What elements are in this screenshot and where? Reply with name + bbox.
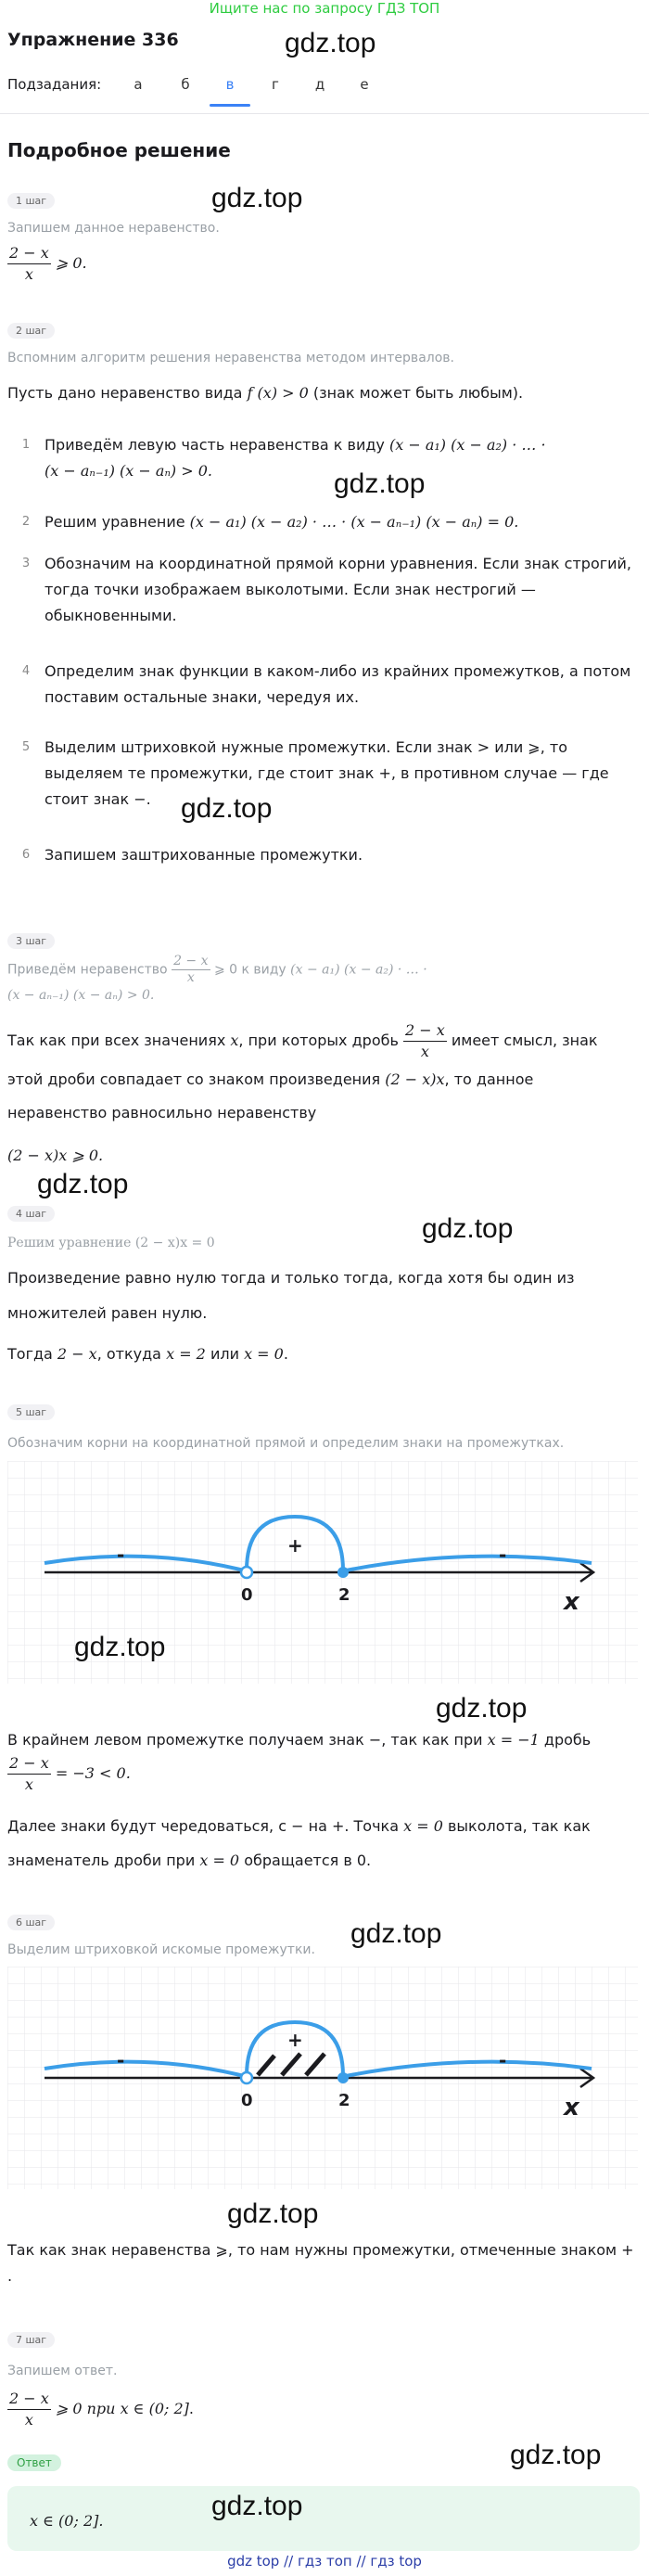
tick-label-0: 0 bbox=[241, 1585, 253, 1605]
top-banner[interactable]: Ищите нас по запросу ГДЗ ТОП bbox=[209, 0, 440, 17]
step-2-intro: Пусть дано неравенство вида f (x) > 0 (знак может быть любым). bbox=[7, 384, 524, 402]
page-title: Упражнение 336 bbox=[7, 30, 179, 50]
step-5-fraction: $\frac{2 - x}{x}$ = −3 < 0. bbox=[9, 1754, 131, 1793]
list-item: Выделим штриховкой нужные промежутки. Если знак > или ⩾, то выделяем те промежутки, где стоит знак +, в противном случае — где стоит знак −. bbox=[45, 738, 609, 808]
sign-middle: + bbox=[287, 2029, 303, 2051]
step-3-paragraph: этой дроби совпадает со знаком произведения (2 − x)x, то данное bbox=[7, 1070, 534, 1088]
step-3-caption: Приведём неравенство $\frac{2 - x}{x}$ ⩾ 0 к виду (x − a₁) (x − a₂) · … · (x − aₙ₋₁) (x − aₙ) > 0. bbox=[7, 954, 427, 1003]
step-5-caption: Обозначим корни на координатной прямой и определим знаки на промежутках. bbox=[7, 1436, 565, 1451]
watermark: gdz.top bbox=[285, 28, 376, 58]
step-3-chip: 3 шаг bbox=[7, 933, 55, 949]
step-2-chip: 2 шаг bbox=[7, 323, 55, 339]
step-3-paragraph: Так как при всех значениях x, при которых дробь $\frac{2 - x}{x}$ имеет смысл, знак bbox=[7, 1021, 598, 1060]
tick-label-2: 2 bbox=[338, 2091, 350, 2110]
watermark: gdz.top bbox=[350, 1918, 442, 1949]
tick-label-2: 2 bbox=[338, 1585, 350, 1605]
step-1-chip: 1 шаг bbox=[7, 193, 55, 209]
tab-e[interactable]: е bbox=[360, 76, 369, 93]
axis-label: x bbox=[564, 2094, 579, 2121]
answer-value: x ∈ (0; 2]. bbox=[30, 2512, 104, 2530]
list-number: 2 bbox=[21, 515, 31, 529]
step-7-caption: Запишем ответ. bbox=[7, 2364, 118, 2378]
answer-label: Ответ bbox=[7, 2454, 61, 2471]
step-6-paragraph: Так как знак неравенства ⩾, то нам нужны промежутки, отмеченные знаком + . bbox=[7, 2241, 634, 2285]
sign-middle: + bbox=[287, 1534, 303, 1557]
step-3-paragraph: неравенство равносильно неравенству bbox=[7, 1104, 317, 1121]
step-1-inequality: $\frac{2 - x}{x}$ ⩾ 0. bbox=[9, 244, 87, 283]
step-6-caption: Выделим штриховкой искомые промежутки. bbox=[7, 1942, 315, 1957]
tab-g[interactable]: г bbox=[272, 76, 279, 93]
watermark: gdz.top bbox=[181, 793, 273, 824]
step-6-chip: 6 шаг bbox=[7, 1915, 55, 1930]
number-line-chart-2 bbox=[7, 1967, 638, 2189]
number-line-chart-1 bbox=[7, 1461, 638, 1684]
sign-left: - bbox=[117, 2049, 125, 2071]
solution-title: Подробное решение bbox=[7, 139, 231, 161]
step-1-caption: Запишем данное неравенство. bbox=[7, 221, 220, 236]
step-4-chip: 4 шаг bbox=[7, 1206, 55, 1222]
list-item: Запишем заштрихованные промежутки. bbox=[45, 846, 363, 864]
step-4-roots: Тогда 2 − x, откуда x = 2 или x = 0. bbox=[7, 1345, 288, 1363]
step-7-answer-line: $\frac{2 - x}{x}$ ⩾ 0 при x ∈ (0; 2]. bbox=[9, 2390, 195, 2429]
step-5-paragraph: В крайнем левом промежутке получаем знак −, так как при x = −1 дробь bbox=[7, 1731, 592, 1749]
step-4-caption: Решим уравнение (2 − x)x = 0 bbox=[7, 1236, 215, 1250]
list-number: 4 bbox=[21, 664, 31, 678]
watermark: gdz.top bbox=[334, 468, 426, 499]
step-5-chip: 5 шаг bbox=[7, 1404, 55, 1420]
tab-a[interactable]: а bbox=[134, 76, 143, 93]
fraction: $\frac{2 - x}{x}$ bbox=[9, 244, 49, 283]
divider bbox=[0, 113, 649, 114]
sign-right: - bbox=[499, 1544, 507, 1566]
tab-v[interactable]: в bbox=[225, 76, 235, 93]
watermark: gdz.top bbox=[422, 1213, 514, 1244]
step-4-paragraph: множителей равен нулю. bbox=[7, 1304, 208, 1322]
active-tab-indicator bbox=[210, 104, 250, 107]
list-number: 1 bbox=[21, 438, 31, 452]
list-item: Приведём левую часть неравенства к виду (x − a₁) (x − a₂) · … · (x − aₙ₋₁) (x − aₙ) > 0. bbox=[45, 436, 546, 480]
watermark: gdz.top bbox=[211, 2491, 303, 2521]
list-number: 3 bbox=[21, 557, 31, 570]
list-number: 5 bbox=[21, 740, 31, 754]
sign-right: - bbox=[499, 2049, 507, 2071]
axis-label: x bbox=[564, 1588, 579, 1616]
watermark: gdz.top bbox=[510, 2440, 602, 2470]
tab-b[interactable]: б bbox=[181, 76, 190, 93]
step-5-paragraph: знаменатель дроби при x = 0 обращается в 0. bbox=[7, 1852, 372, 1869]
step-4-paragraph: Произведение равно нулю тогда и только тогда, когда хотя бы один из bbox=[7, 1269, 575, 1287]
tick-label-0: 0 bbox=[241, 2091, 253, 2110]
list-item: Обозначим на координатной прямой корни уравнения. Если знак строгий, тогда точки изображаем выколотыми. Если знак нестрогий — обыкновенными. bbox=[45, 555, 632, 624]
subtasks-label: Подзадания: bbox=[7, 76, 102, 93]
step-2-caption: Вспомним алгоритм решения неравенства методом интервалов. bbox=[7, 351, 454, 365]
sign-left: - bbox=[117, 1544, 125, 1566]
footer-links[interactable]: gdz top // гдз топ // гдз top bbox=[227, 2553, 422, 2570]
step-5-paragraph: Далее знаки будут чередоваться, с − на +. Точка x = 0 выколота, так как bbox=[7, 1817, 591, 1835]
watermark: gdz.top bbox=[74, 1632, 166, 1662]
list-item: Определим знак функции в каком-либо из крайних промежутков, а потом поставим остальные знаки, чередуя их. bbox=[45, 662, 631, 706]
tab-d[interactable]: д bbox=[314, 76, 325, 93]
watermark: gdz.top bbox=[436, 1693, 528, 1724]
list-item: Решим уравнение (x − a₁) (x − a₂) · … · (x − aₙ₋₁) (x − aₙ) = 0. bbox=[45, 513, 519, 531]
watermark: gdz.top bbox=[37, 1169, 129, 1199]
step-3-result: (2 − x)x ⩾ 0. bbox=[7, 1147, 104, 1164]
watermark: gdz.top bbox=[227, 2198, 319, 2229]
watermark: gdz.top bbox=[211, 183, 303, 213]
step-7-chip: 7 шаг bbox=[7, 2332, 55, 2348]
list-number: 6 bbox=[21, 848, 31, 862]
